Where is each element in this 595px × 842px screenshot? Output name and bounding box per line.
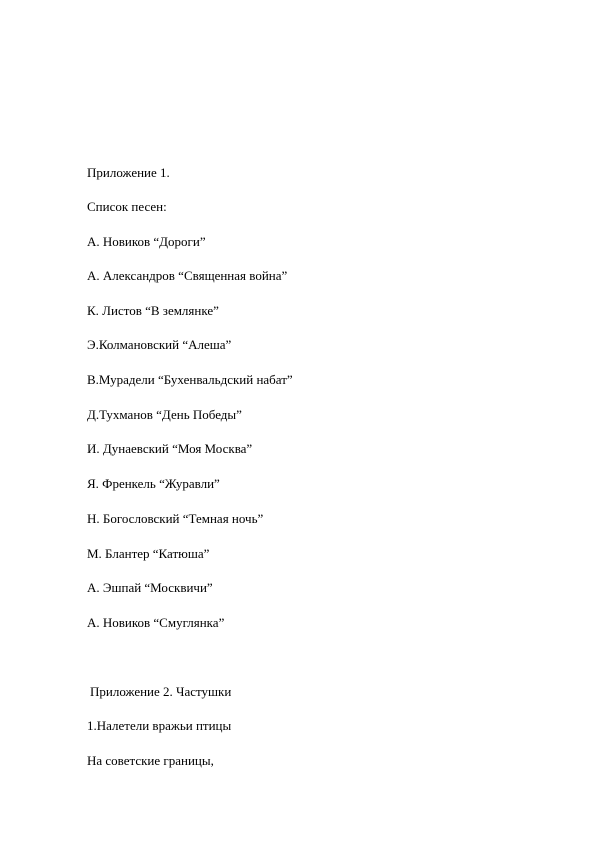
- list-item: Д.Тухманов “День Победы”: [87, 407, 242, 422]
- list-item: В.Мурадели “Бухенвальдский набат”: [87, 372, 293, 387]
- list-item: И. Дунаевский “Моя Москва”: [87, 441, 253, 456]
- list-item: М. Блантер “Катюша”: [87, 546, 210, 561]
- list-item: А. Новиков “Смуглянка”: [87, 615, 225, 630]
- list-item: Я. Френкель “Журавли”: [87, 476, 220, 491]
- list-item: А. Новиков “Дороги”: [87, 234, 206, 249]
- list-item: К. Листов “В землянке”: [87, 303, 219, 318]
- appendix-2-heading: Приложение 2. Частушки: [90, 684, 232, 699]
- verse-line: 1.Налетели вражьи птицы: [87, 718, 232, 733]
- verse-line: На советские границы,: [87, 753, 214, 768]
- list-item: А. Александров “Священная война”: [87, 268, 288, 283]
- song-list-title: Список песен:: [87, 199, 167, 214]
- appendix-1-heading: Приложение 1.: [87, 165, 170, 180]
- list-item: А. Эшпай “Москвичи”: [87, 580, 213, 595]
- list-item: Э.Колмановский “Алеша”: [87, 337, 232, 352]
- list-item: Н. Богословский “Темная ночь”: [87, 511, 264, 526]
